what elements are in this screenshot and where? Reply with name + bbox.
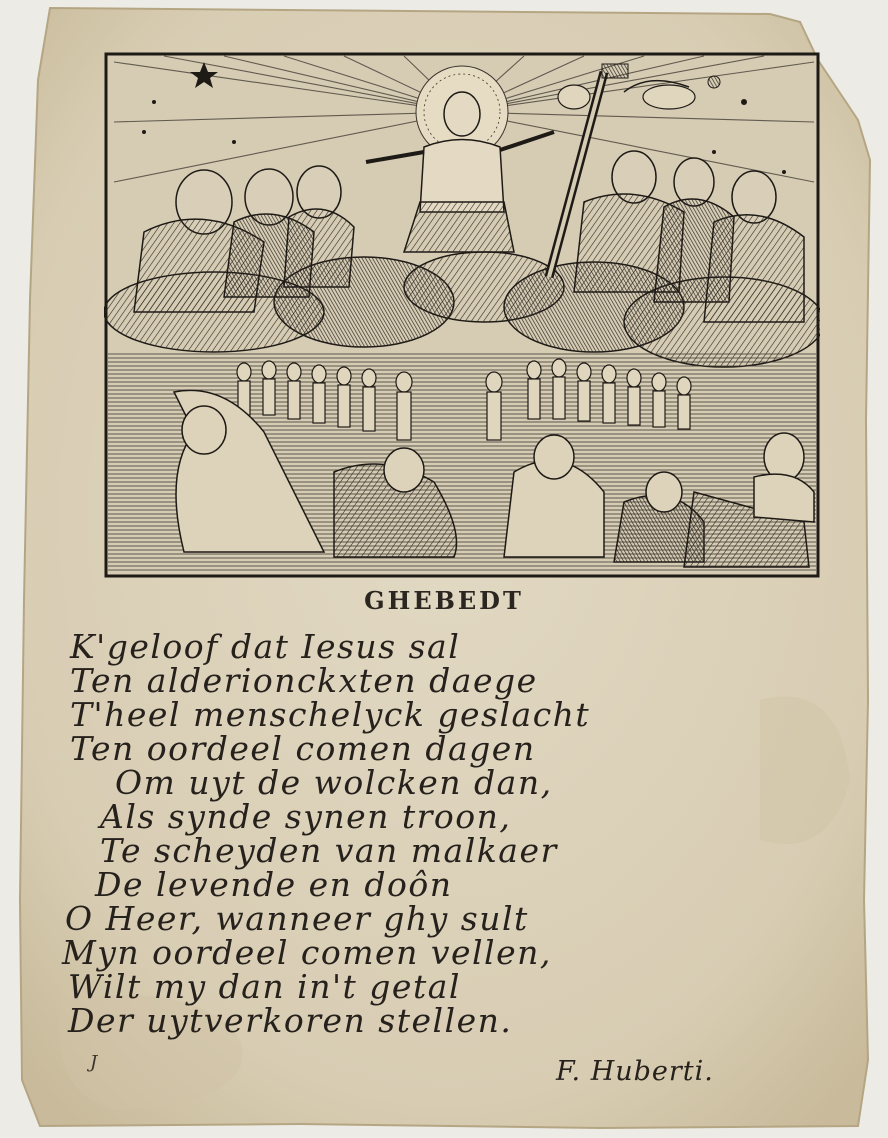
poem-line: Myn oordeel comen vellen,: [62, 933, 552, 972]
poem-line: K'geloof dat Iesus sal: [70, 627, 461, 666]
corner-mark: J: [90, 1052, 98, 1073]
poem-line: De levende en doôn: [95, 865, 453, 904]
poem-line: Der uytverkoren stellen.: [68, 1001, 513, 1040]
poem-line: T'heel menschelyck geslacht: [70, 695, 591, 734]
poem-line: Ten oordeel comen dagen: [70, 729, 536, 768]
author-signature: F. Huberti.: [556, 1056, 714, 1087]
poem-line: O Heer, wanneer ghy sult: [65, 899, 529, 938]
poem-line: Te scheyden van malkaer: [100, 831, 558, 870]
poem-line: Om uyt de wolcken dan,: [115, 763, 553, 802]
prayer-heading: GHEBEDT: [364, 586, 524, 615]
poem-line: Wilt my dan in't getal: [68, 967, 461, 1006]
last-judgement-engraving: [104, 52, 820, 578]
poem-line: Ten alderionckxten daege: [70, 661, 538, 700]
poem-line: Als synde synen troon,: [100, 797, 512, 836]
